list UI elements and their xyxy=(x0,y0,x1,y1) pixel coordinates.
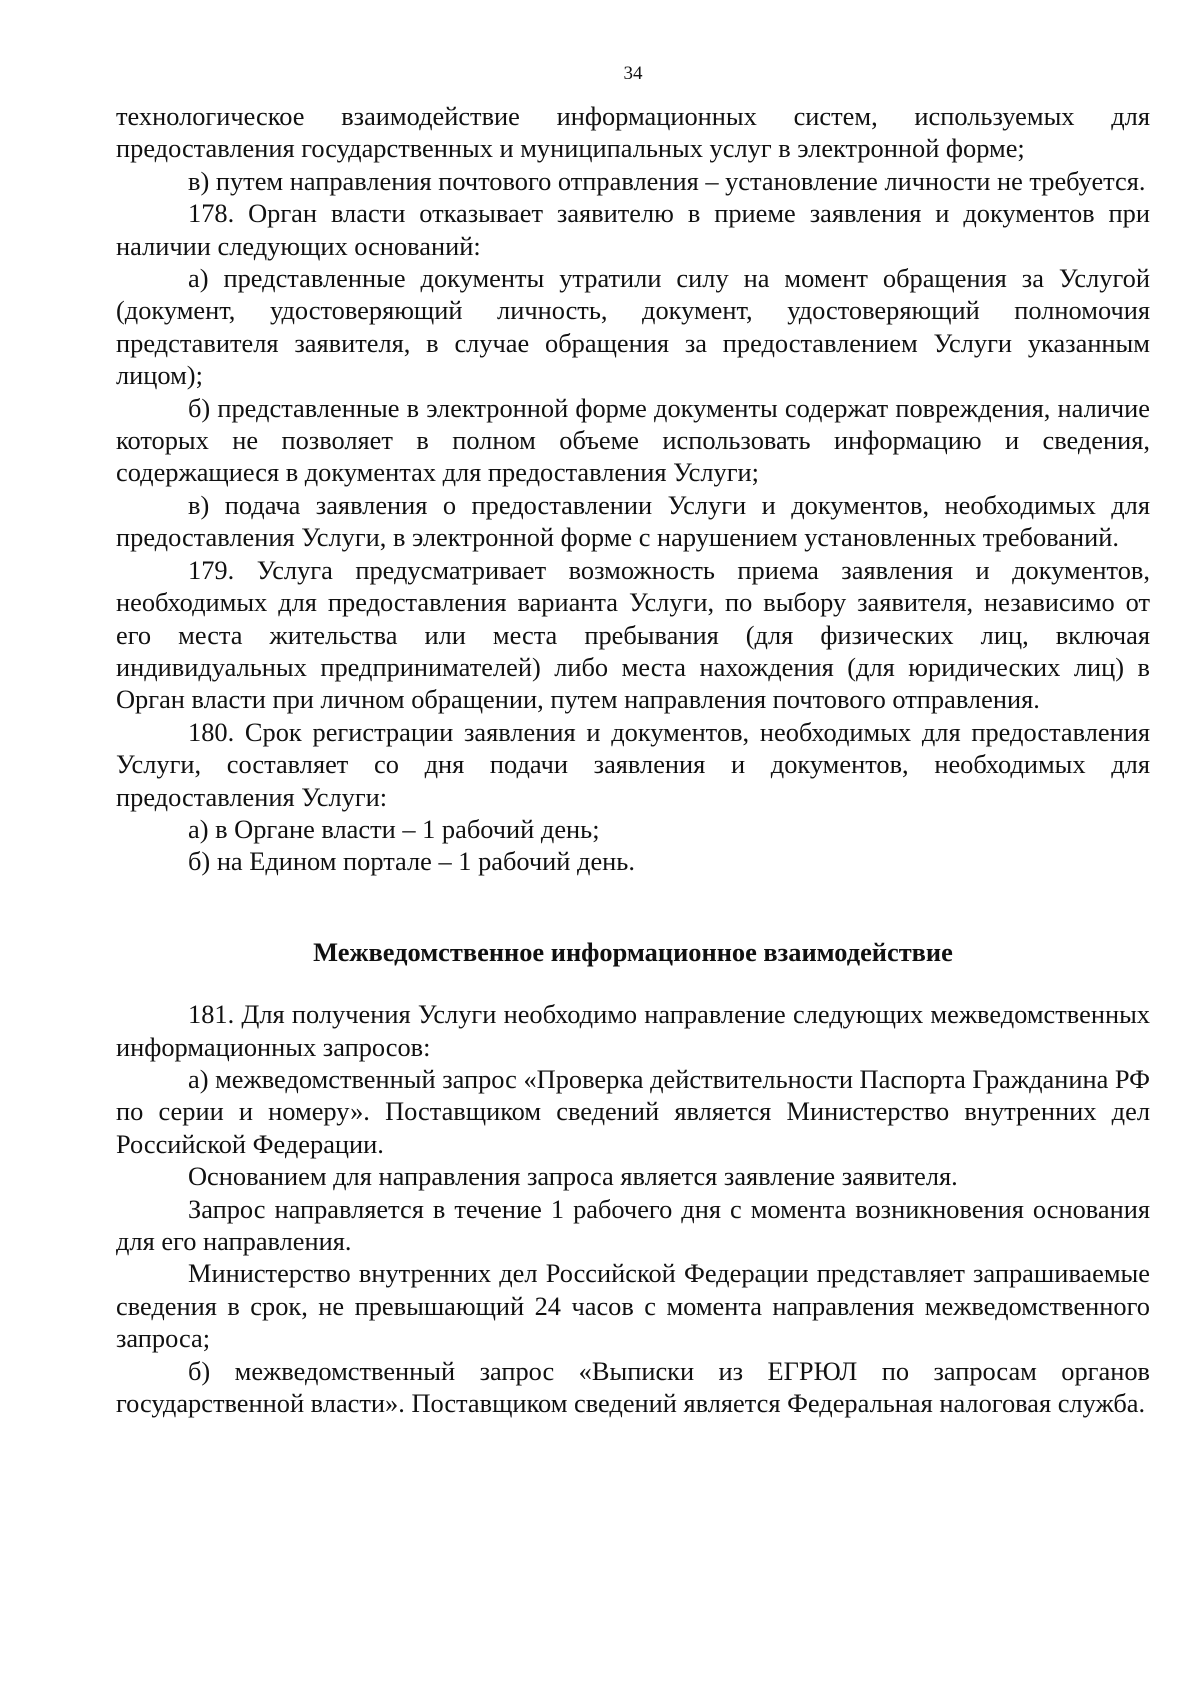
paragraph: в) путем направления почтового отправления – установление личности не требуется. xyxy=(188,165,1146,196)
paragraph: Запрос направляется в течение 1 рабочего дня с момента возникновения основания для его направления. xyxy=(116,1193,1150,1256)
paragraph: Основанием для направления запроса является заявление заявителя. xyxy=(188,1161,958,1192)
paragraph: Министерство внутренних дел Российской Федерации представляет запрашиваемые сведения в срок, не превышающий 24 часов с момента направления межведомственного запроса; xyxy=(116,1258,1150,1354)
paragraph: б) межведомственный запрос «Выписки из ЕГРЮЛ по запросам органов государственной власти». Поставщиком сведений является Федеральная налоговая служба. xyxy=(116,1355,1150,1419)
section-title: Межведомственное информационное взаимодействие xyxy=(313,936,953,967)
paragraph: б) на Едином портале – 1 рабочий день. xyxy=(188,846,635,877)
paragraph: технологическое взаимодействие информационных систем, используемых для предоставления государственных и муниципальных услуг в электронной форме; xyxy=(116,101,1150,164)
paragraph: б) представленные в электронной форме документы содержат повреждения, наличие которых не позволяет в полном объеме использовать информацию и сведения, содержащиеся в документах для предоставления Услуги; xyxy=(116,392,1150,488)
paragraph: а) в Органе власти – 1 рабочий день; xyxy=(188,813,600,844)
paragraph: 179. Услуга предусматривает возможность приема заявления и документов, необходимых для предоставления варианта Услуги, по выбору заявителя, независимо от его места жительства или места пребывания (для физических лиц, включая индивидуальных предпринимателей) либо места нахождения (для юридических лиц) в Орган власти при личном обращении, путем направления почтового отправления. xyxy=(116,554,1150,715)
page-number: 34 xyxy=(623,63,643,84)
paragraph: 180. Срок регистрации заявления и документов, необходимых для предоставления Услуги, составляет со дня подачи заявления и документов, необходимых для предоставления Услуги: xyxy=(116,716,1150,812)
paragraph: в) подача заявления о предоставлении Услуги и документов, необходимых для предоставления Услуги, в электронной форме с нарушением установленных требований. xyxy=(116,489,1150,553)
paragraph: а) представленные документы утратили силу на момент обращения за Услугой (документ, удостоверяющий личность, документ, удостоверяющий полномочия представителя заявителя, в случае обращения за предоставлением Услуги указанным лицом); xyxy=(116,263,1150,391)
paragraph: 181. Для получения Услуги необходимо направление следующих межведомственных информационных запросов: xyxy=(116,999,1150,1062)
paragraph: а) межведомственный запрос «Проверка действительности Паспорта Гражданина РФ по серии и номеру». Поставщиком сведений является Министерство внутренних дел Российской Федерации. xyxy=(116,1063,1151,1159)
paragraph: 178. Орган власти отказывает заявителю в приеме заявления и документов при наличии следующих оснований: xyxy=(116,198,1150,261)
